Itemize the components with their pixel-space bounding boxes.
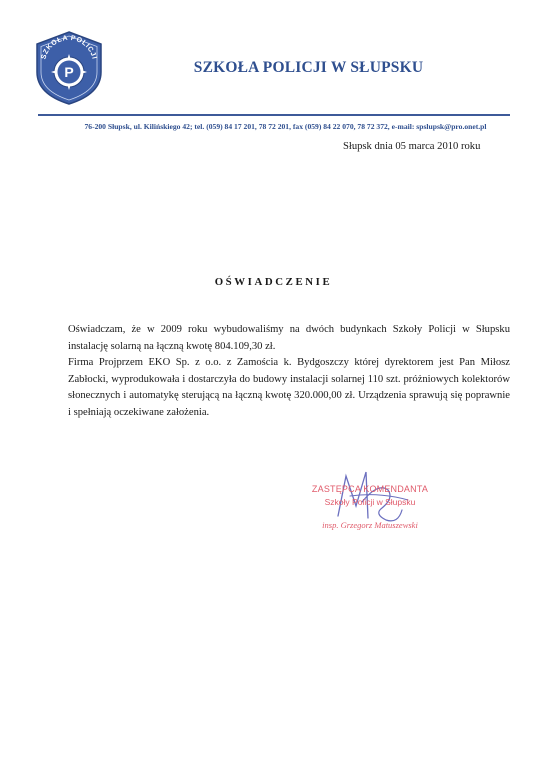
stamp-position: ZASTĘPCA KOMENDANTA	[311, 484, 429, 494]
logo-letter: P	[64, 64, 74, 80]
date-line: Słupsk dnia 05 marca 2010 roku	[343, 141, 481, 152]
document-body	[68, 322, 510, 421]
header-divider	[38, 114, 510, 116]
document-title: OŚWIADCZENIE	[214, 276, 333, 288]
stamp-institution: Szkoły Policji w Słupsku	[324, 497, 416, 507]
logo-arc-text: SZKOŁA POLICJI	[40, 34, 98, 61]
contact-info: 76-200 Słupsk, ul. Kilińskiego 42; tel. (059) 84 17 201, 78 72 201, fax (059) 84 22 070, 78 72 372, e-mail: spslupsk@pro.onet.pl	[84, 122, 487, 131]
paragraph-2: Firma Projprzem EKO Sp. z o.o. z Zamościa k. Bydgoszczy której dyrektorem jest Pan Miłosz Zabłocki, wyprodukowała i dostarczyła do budowy instalacji solarnej 110 szt. próżniowych kolektorów słonecznych i automatykę sterującą na łączną kwotę 320.000,00 zł. Urządzenia sprawują się poprawnie i spełniają oczekiwane założenia.	[68, 357, 510, 418]
paragraph-1: Oświadczam, że w 2009 roku wybudowaliśmy na dwóch budynkach Szkoły Policji w Słupsku instalację solarną na łączną kwotę 804.109,30 zł.	[68, 324, 510, 352]
stamp-signatory-name: insp. Grzegorz Matuszewski	[322, 520, 418, 530]
organization-name: SZKOŁA POLICJI W SŁUPSKU	[193, 59, 424, 76]
